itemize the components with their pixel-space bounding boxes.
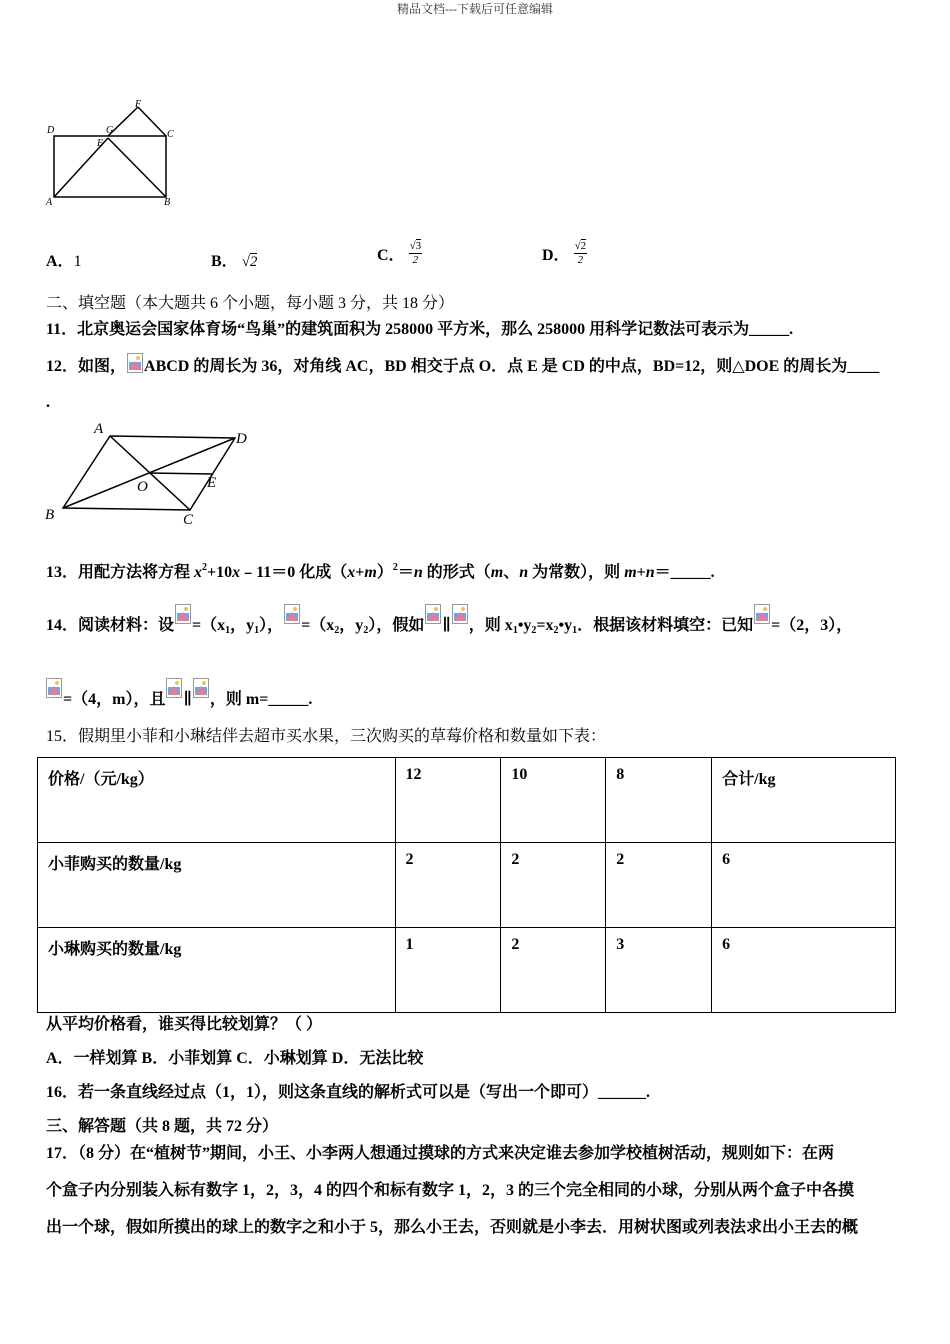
question-17-line1: 17．（8 分）在“植树节”期间，小王、小李两人想通过摸球的方式来决定谁去参加学校植树活动，规则如下：在两: [46, 1145, 835, 1162]
option-d: D． $\frac{√2}{2}$: [542, 240, 587, 266]
table-cell: 合计/kg: [712, 758, 896, 843]
vector-a-image-icon: [754, 604, 770, 624]
table-row: [38, 758, 896, 843]
question-14: 14．阅读材料：设 $=(x_1$，$y_1$）， $=(x_2$，$y_2$），假如 ∥ ，则 $x_1•y_2=x_2•y_1$．根据该材料填空：已知 =（2，3），: [46, 604, 852, 642]
table-cell: 价格/（元/kg）: [38, 758, 396, 843]
vector-a-image-icon: [425, 604, 441, 624]
option-c: C． $\frac{√3}{2}$: [377, 240, 422, 266]
sqrt-icon: √2: [241, 254, 258, 270]
table-cell: 3: [606, 928, 712, 1013]
label-f: F: [135, 99, 142, 110]
table-row: [38, 843, 896, 928]
segment-fc: [138, 107, 166, 136]
rectangle-abcd: [54, 136, 166, 197]
label-c: C: [167, 129, 174, 140]
label-a: A: [46, 197, 53, 208]
table-cell: 2: [395, 843, 501, 928]
question-12: 12．如图， ABCD 的周长为 36，对角线 AC，BD 相交于点 O．点 E 是 CD 的中点，BD=12，则△DOE 的周长为____: [46, 353, 879, 378]
table-cell: 2: [606, 843, 712, 928]
question-15-prompt: 从平均价格看，谁买得比较划算？（ ）: [46, 1016, 323, 1033]
label-o: O: [137, 479, 148, 495]
table-row: [38, 928, 896, 1013]
vector-b-image-icon: [46, 678, 62, 698]
table-cell: 小菲购买的数量/kg: [38, 843, 396, 928]
option-b: B． √2: [211, 253, 258, 270]
question-17-line2: 个盒子内分别装入标有数字 1，2，3，4 的四个和标有数字 1，2，3 的三个完全相同的小球，分别从两个盒子中各摸: [46, 1182, 855, 1199]
vector-b-image-icon: [452, 604, 468, 624]
question-12-cont: .: [46, 394, 50, 411]
table-cell: 2: [501, 843, 606, 928]
question-13: 13．用配方法将方程 $x^2+10x﹣11=0$ 化成$(x+m)^2=n$ 的形式（m、n 为常数），则 m+n＝_____.: [46, 562, 715, 581]
label-g: G: [106, 125, 114, 136]
segment-eb: [108, 138, 166, 197]
label-b: B: [45, 507, 55, 523]
question-15: 15．假期里小菲和小琳结伴去超市买水果，三次购买的草莓价格和数量如下表：: [46, 728, 607, 745]
geometry-figure-parallelogram: [42, 418, 262, 530]
label-d: D: [236, 431, 247, 447]
label-b: B: [164, 197, 171, 208]
vector-a-image-icon: [166, 678, 182, 698]
question-15-choices: A．一样划算 B．小菲划算 C．小琳划算 D．无法比较: [46, 1050, 424, 1067]
table-cell: 6: [712, 843, 896, 928]
table-cell: 12: [395, 758, 501, 843]
question-14-line2: =（4，m），且 ∥ ，则 m=_____.: [46, 678, 312, 711]
section2-title: 二、填空题（本大题共 6 个小题，每小题 3 分，共 18 分）: [46, 295, 455, 312]
option-a: A．1: [46, 253, 82, 270]
vector-b-image-icon: [284, 604, 300, 624]
table-cell: 2: [501, 928, 606, 1013]
table-cell: 6: [712, 928, 896, 1013]
label-d: D: [47, 125, 55, 136]
label-e: E: [207, 475, 217, 491]
question-16: 16．若一条直线经过点（1，1），则这条直线的解析式可以是（写出一个即可）______.: [46, 1084, 651, 1101]
label-c: C: [183, 512, 194, 528]
question-17-line3: 出一个球，假如所摸出的球上的数字之和小于 5，那么小王去，否则就是小李去．用树状图或列表法求出小王去的概: [46, 1219, 859, 1236]
table-cell: 10: [501, 758, 606, 843]
vector-b-image-icon: [193, 678, 209, 698]
geometry-figure-rectangle: [40, 95, 190, 210]
price-quantity-table: [37, 757, 896, 1013]
table-cell: 小琳购买的数量/kg: [38, 928, 396, 1013]
image-placeholder-icon: [127, 353, 143, 373]
question-11: 11．北京奥运会国家体育场“鸟巢”的建筑面积为 258000 平方米，那么 258000 用科学记数法可表示为_____.: [46, 321, 794, 338]
page-header: 精品文档---下载后可任意编辑: [397, 2, 553, 16]
vector-a-image-icon: [175, 604, 191, 624]
label-e: E: [97, 138, 104, 149]
table-cell: 8: [606, 758, 712, 843]
table-cell: 1: [395, 928, 501, 1013]
section3-title: 三、解答题（共 8 题，共 72 分）: [46, 1118, 279, 1135]
label-a: A: [94, 421, 104, 437]
segment-oe: [149, 473, 212, 474]
